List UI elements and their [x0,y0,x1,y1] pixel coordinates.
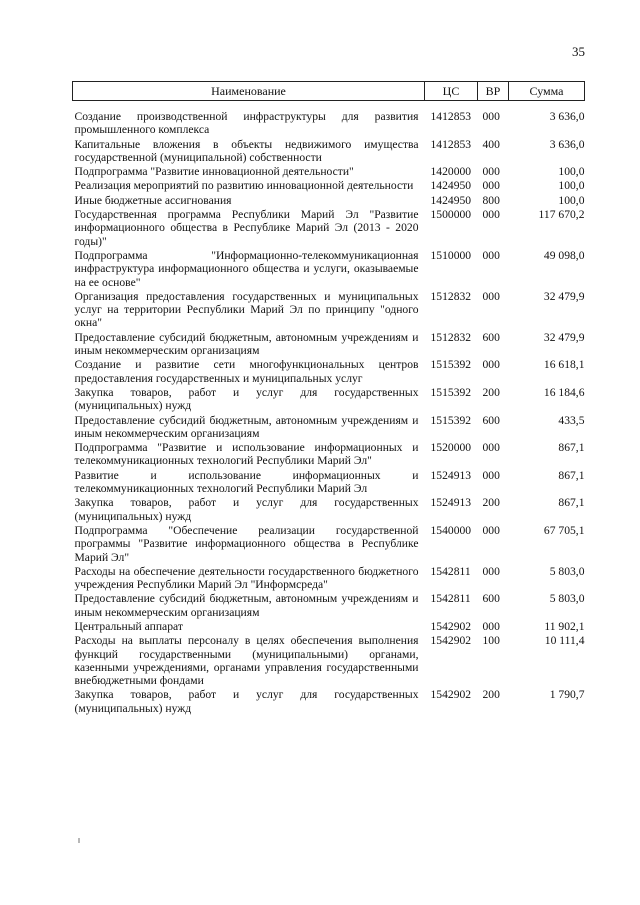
row-name: Создание производственной инфраструктуры для развития промышленного комплекса [74,110,419,137]
row-name: Подпрограмма "Информационно-телекоммуникационная инфраструктура информационного общества и услуги, оказываемые на ее основе" [74,248,419,289]
table-header-row [73,82,585,101]
row-cs: 1542811 [430,564,471,578]
row-sum: 5 803,0 [549,592,585,606]
row-sum: 16 618,1 [543,358,585,372]
row-sum: 867,1 [558,468,585,482]
row-name: Государственная программа Республики Марий Эл "Развитие информационного общества в Республике Марий Эл (2013 - 2020 годы)" [74,208,419,248]
row-sum: 433,5 [558,413,585,427]
row-vr: 600 [482,413,500,427]
row-vr: 000 [482,441,500,455]
table-row [73,179,585,193]
table-row [73,620,585,634]
row-name: Расходы на выплаты персоналу в целях обеспечения выполнения функций государственными (муниципальными) органами, казенными учреждениями, органами управления государственными внебюджетными фондами [74,634,419,688]
row-name: Организация предоставления государственных и муниципальных услуг на территории Республики Марий Эл по принципу "одного окна" [74,289,419,330]
header-cs: ЦС [425,82,478,101]
row-vr: 800 [482,193,500,207]
row-vr: 000 [482,165,500,179]
header-name: Наименование [73,82,425,101]
row-cs: 1500000 [430,208,472,222]
row-vr: 200 [482,496,500,510]
row-sum: 1 790,7 [549,688,585,702]
row-cs: 1512832 [430,289,472,303]
header-sum: Сумма [509,82,585,101]
row-cs: 1515392 [430,413,472,427]
table-row [73,688,585,716]
table-row [73,358,585,386]
row-cs: 1542902 [430,688,472,702]
row-cs: 1412853 [430,137,472,151]
row-sum: 32 479,9 [543,330,585,344]
row-name: Иные бюджетные ассигнования [74,193,232,207]
table-body [73,101,585,717]
row-name: Капитальные вложения в объекты недвижимого имущества государственной (муниципальной) собственности [74,137,419,164]
row-sum: 16 184,6 [543,385,585,399]
row-sum: 100,0 [558,179,585,193]
row-sum: 867,1 [558,441,585,455]
row-name: Подпрограмма "Развитие инновационной деятельности" [74,165,354,179]
table-row [73,331,585,359]
row-vr: 000 [482,523,500,537]
table-row [73,524,585,565]
table-row [73,592,585,620]
row-cs: 1524913 [430,496,472,510]
row-cs: 1424950 [430,193,472,207]
row-sum: 3 636,0 [549,137,585,151]
row-name: Закупка товаров, работ и услуг для государственных (муниципальных) нужд [74,385,419,413]
row-sum: 867,1 [558,496,585,510]
row-vr: 000 [482,248,500,262]
row-cs: 1412853 [430,110,472,123]
row-cs: 1420000 [430,165,472,179]
row-name: Центральный аппарат [74,619,183,633]
row-cs: 1520000 [430,441,472,455]
row-vr: 600 [482,330,500,344]
table-row [73,386,585,414]
row-sum: 100,0 [558,165,585,179]
table-row [73,441,585,469]
row-cs: 1542902 [430,619,472,633]
row-name: Расходы на обеспечение деятельности государственного бюджетного учреждения Республики Марий Эл "Информсреда" [74,564,419,592]
row-cs: 1424950 [430,179,472,193]
row-vr: 000 [482,289,500,303]
row-vr: 200 [482,688,500,702]
row-cs: 1512832 [430,330,472,344]
row-sum: 100,0 [558,193,585,207]
table-row [73,565,585,593]
row-vr: 000 [482,564,500,578]
row-cs: 1515392 [430,385,472,399]
row-vr: 000 [482,358,500,372]
row-name: Реализация мероприятий по развитию инновационной деятельности [74,179,414,193]
row-vr: 100 [482,634,500,648]
table-row [73,208,585,249]
row-name: Подпрограмма "Обеспечение реализации государственной программы "Развитие информационного общества в Республике Марий Эл" [74,523,419,564]
row-cs: 1542811 [430,592,471,606]
row-cs: 1524913 [430,468,472,482]
row-cs: 1540000 [430,523,472,537]
row-name: Создание и развитие сети многофункциональных центров предоставления государственных и муниципальных услуг [74,358,419,385]
row-name: Развитие и использование информационных и телекоммуникационных технологий Республики Марий Эл [74,468,419,496]
table-row [73,469,585,497]
row-vr: 000 [482,110,500,123]
row-vr: 000 [482,468,500,482]
row-vr: 400 [482,137,500,151]
row-sum: 67 705,1 [543,523,585,537]
table-row [73,101,585,138]
row-vr: 000 [482,179,500,193]
row-name: Закупка товаров, работ и услуг для государственных (муниципальных) нужд [74,688,419,715]
row-name: Подпрограмма "Развитие и использование информационных и телекоммуникационных технологий Республики Марий Эл" [74,441,419,468]
row-cs: 1542902 [430,634,472,648]
row-sum: 49 098,0 [543,248,585,262]
table-row [73,414,585,442]
row-sum: 5 803,0 [549,564,585,578]
row-sum: 117 670,2 [538,208,585,222]
table-row [73,138,585,166]
row-sum: 32 479,9 [543,289,585,303]
scan-artifact [78,838,80,843]
row-vr: 200 [482,385,500,399]
row-name: Предоставление субсидий бюджетным, автономным учреждениям и иным некоммерческим организациям [74,592,419,619]
table-row [73,249,585,290]
table-row [73,194,585,208]
row-vr: 600 [482,592,500,606]
table-row [73,165,585,179]
row-vr: 000 [482,619,500,633]
table-row [73,290,585,331]
row-name: Предоставление субсидий бюджетным, автономным учреждениям и иным некоммерческим организациям [74,330,419,358]
row-vr: 000 [482,208,500,222]
budget-table [72,81,585,716]
row-sum: 10 111,4 [544,634,585,648]
row-name: Предоставление субсидий бюджетным, автономным учреждениям и иным некоммерческим организациям [74,413,419,440]
table-row [73,634,585,688]
page-number: 35 [572,44,585,59]
row-cs: 1510000 [430,248,472,262]
row-name: Закупка товаров, работ и услуг для государственных (муниципальных) нужд [74,496,419,523]
row-cs: 1515392 [430,358,472,372]
table-row [73,496,585,524]
row-sum: 3 636,0 [549,110,585,123]
header-vr: ВР [478,82,509,101]
row-sum: 11 902,1 [544,619,585,633]
